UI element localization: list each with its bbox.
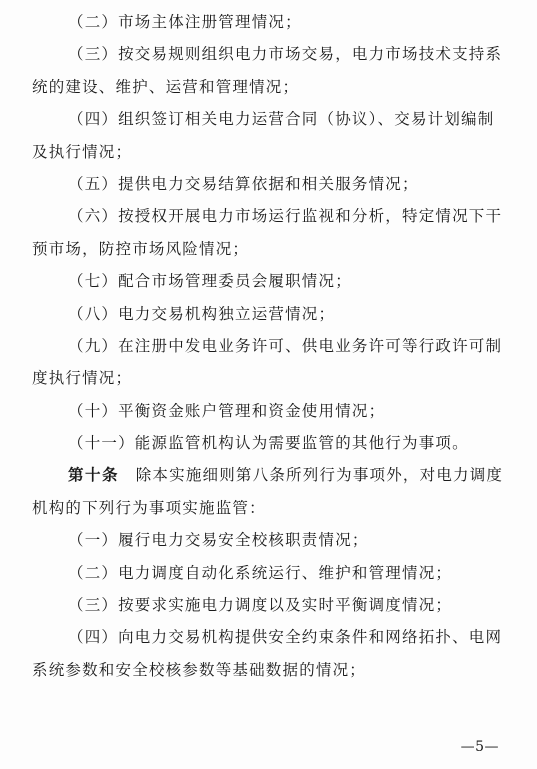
text-line: （九）在注册中发电业务许可、供电业务许可等行政许可制 <box>68 336 503 355</box>
text-line: （五）提供电力交易结算依据和相关服务情况； <box>68 174 419 193</box>
text-line: （十一）能源监管机构认为需要监管的其他行为事项。 <box>68 434 469 453</box>
list-item: （二）电力调度自动化系统运行、维护和管理情况； <box>68 563 453 582</box>
text-line: 统的建设、维护、运营和管理情况； <box>32 77 300 96</box>
article-line <box>32 459 502 491</box>
text-line: 度执行情况； <box>32 369 133 388</box>
list-item: （一）履行电力交易安全校核职责情况； <box>68 531 369 550</box>
text-line: （十）平衡资金账户管理和资金使用情况； <box>68 401 386 420</box>
text-line: （二）市场主体注册管理情况； <box>68 13 302 31</box>
document-body <box>32 6 502 686</box>
article-heading: 第十条 <box>68 466 120 485</box>
list-item: （四）向电力交易机构提供安全约束条件和网络拓扑、电网 <box>68 628 503 647</box>
text-line: （三）按交易规则组织电力市场交易，电力市场技术支持系 <box>68 45 503 64</box>
text-line: （六）按授权开展电力市场运行监视和分析，特定情况下干 <box>68 207 503 226</box>
text-line: （八）电力交易机构独立运营情况； <box>68 304 336 323</box>
page-number: —5— <box>460 739 499 755</box>
article-text: 除本实施细则第八条所列行为事项外，对电力调度 <box>135 466 504 485</box>
text-line: 及执行情况； <box>32 142 133 161</box>
text-line: 预市场，防控市场风险情况； <box>32 239 250 258</box>
text-line: （四）组织签订相关电力运营合同（协议）、交易计划编制 <box>68 110 495 129</box>
text-line: （七）配合市场管理委员会履职情况； <box>68 272 352 291</box>
article-line-continued: 机构的下列行为事项实施监管： <box>32 498 266 517</box>
article-spacer <box>119 466 136 484</box>
list-item: 系统参数和安全校核参数等基础数据的情况； <box>32 660 367 679</box>
list-item: （三）按要求实施电力调度以及实时平衡调度情况； <box>68 596 453 615</box>
